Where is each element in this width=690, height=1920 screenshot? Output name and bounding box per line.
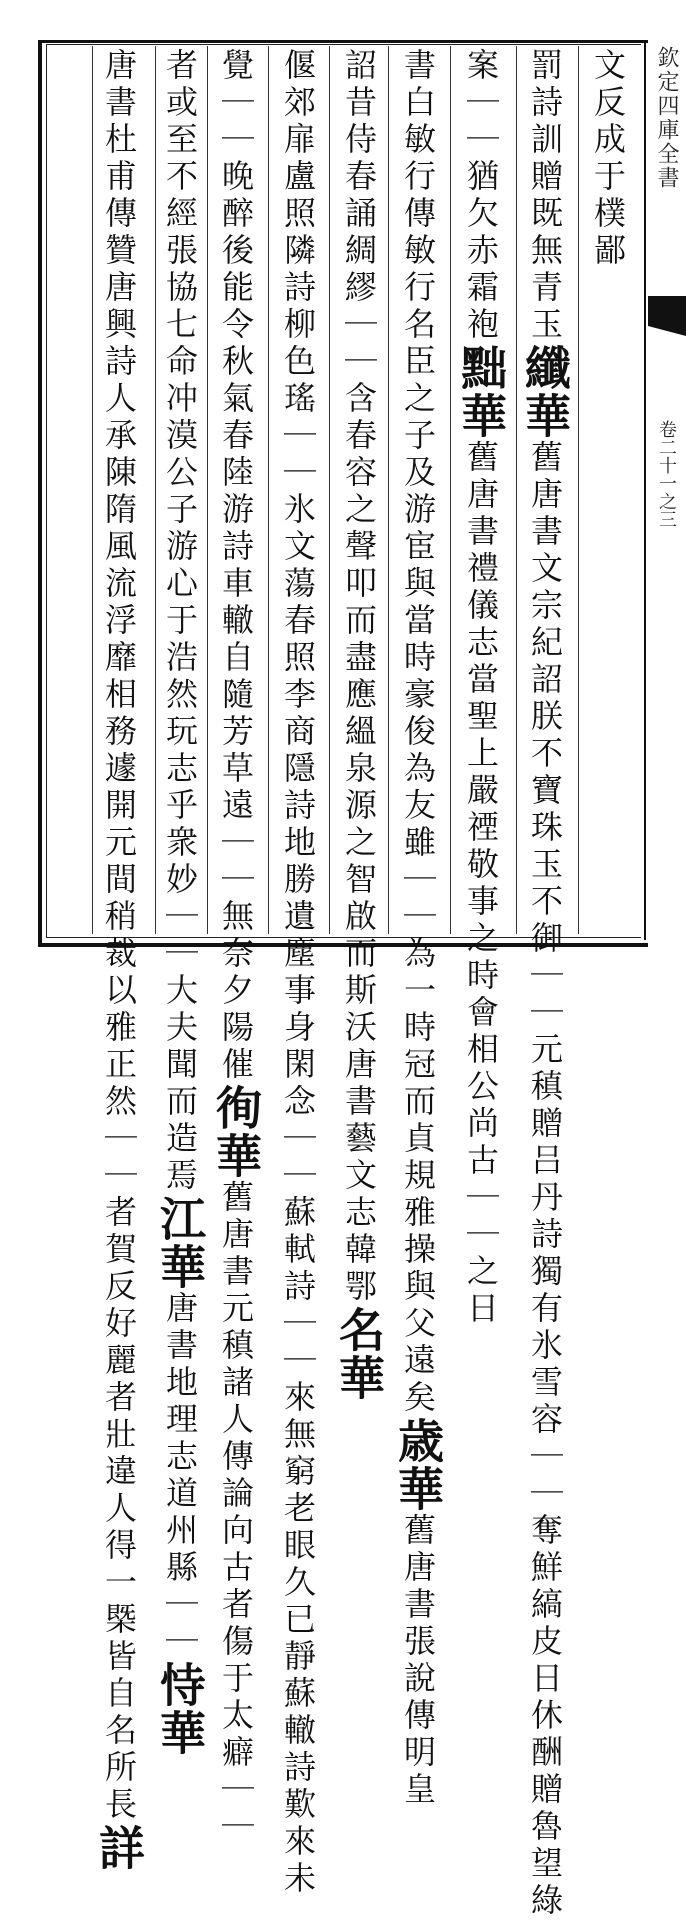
column-rule [329, 46, 330, 934]
entry-heading: 歳華 [391, 1417, 445, 1513]
margin-rule [644, 40, 646, 940]
column-rule [388, 46, 389, 934]
column-text: 覺｜｜晚醉後能令秋氣春陸游詩車轍自隨芳草遠｜｜無奈夕陽催 [217, 48, 255, 1084]
column-text: 唐書地理志道州縣｜｜ [161, 1291, 199, 1661]
column-text: 舊唐書張說傳明皇 [399, 1513, 437, 1809]
column-text: 唐書杜甫傳贊唐興詩人承陳隋風流浮靡相務遽開元間稍裁以雅正然｜｜者賀反好麗者壯違人得一槩皆自名所長 [100, 48, 138, 1824]
text-column-5 [332, 48, 386, 1402]
text-column-6 [275, 48, 321, 1898]
column-text: 詔昔侍春誦綢繆｜｜含春容之聲叩而盡應縕泉源之智啟而斯沃唐書藝文志韓鄂 [340, 48, 378, 1306]
column-text: 舊唐書禮儀志當聖上嚴禋敬事之時會相公尚古｜｜之日 [462, 440, 500, 1328]
column-rule [268, 46, 269, 934]
column-rule [578, 46, 579, 934]
column-rule [207, 46, 208, 934]
entry-heading: 詳 [92, 1824, 146, 1872]
entry-heading: 徇華 [209, 1084, 263, 1180]
column-rule [92, 46, 93, 934]
column-rule [450, 46, 451, 934]
text-column-8 [153, 48, 207, 1757]
text-column-3 [454, 48, 508, 1328]
text-column-7 [209, 48, 263, 1846]
margin-book-title: 欽定四庫全書 [654, 46, 679, 190]
entry-heading: 纖華 [518, 344, 572, 440]
entry-heading: 名華 [332, 1306, 386, 1402]
fish-tail-mark [648, 296, 686, 326]
column-text: 者或至不經張協七命冲漠公子游心于浩然玩志乎衆妙｜｜大夫聞而造焉 [161, 48, 199, 1195]
text-column-1 [585, 48, 631, 928]
text-column-4 [391, 48, 445, 1809]
entry-heading: 黜華 [454, 344, 508, 440]
column-rule [155, 46, 156, 934]
margin-volume-number: 卷二十一之三 [656, 420, 677, 528]
column-text: 罰詩訓贈既無青玉 [526, 48, 564, 344]
column-text: 案｜｜猶欠赤霜袍 [462, 48, 500, 344]
column-text: 舊唐書文宗紀詔朕不寶珠玉不御｜｜元稹贈吕丹詩獨有氷雪容｜｜奪鮮縞皮日休酬贈魯望綠 [526, 440, 564, 1920]
column-text: 偃郊扉盧照隣詩柳色瑤｜｜氷文蕩春照李商隱詩地勝遺塵事身閑念｜｜蘇軾詩｜｜來無窮老眼久已靜蘇轍詩歎來未 [279, 48, 317, 1898]
entry-heading: 江華 [153, 1195, 207, 1291]
column-text: 文反成于樸鄙 [589, 48, 627, 270]
text-column-2 [518, 48, 572, 1920]
column-text: 舊唐書元稹諸人傳論向古者傷于太癖｜｜ [217, 1180, 255, 1846]
column-text: 書白敏行傳敏行名臣之子及游宦與當時豪俊為友雖｜｜為一時冠而貞規雅操與父遠矣 [399, 48, 437, 1417]
entry-heading: 恃華 [153, 1661, 207, 1757]
text-column-9 [92, 48, 146, 1872]
column-rule [516, 46, 517, 934]
